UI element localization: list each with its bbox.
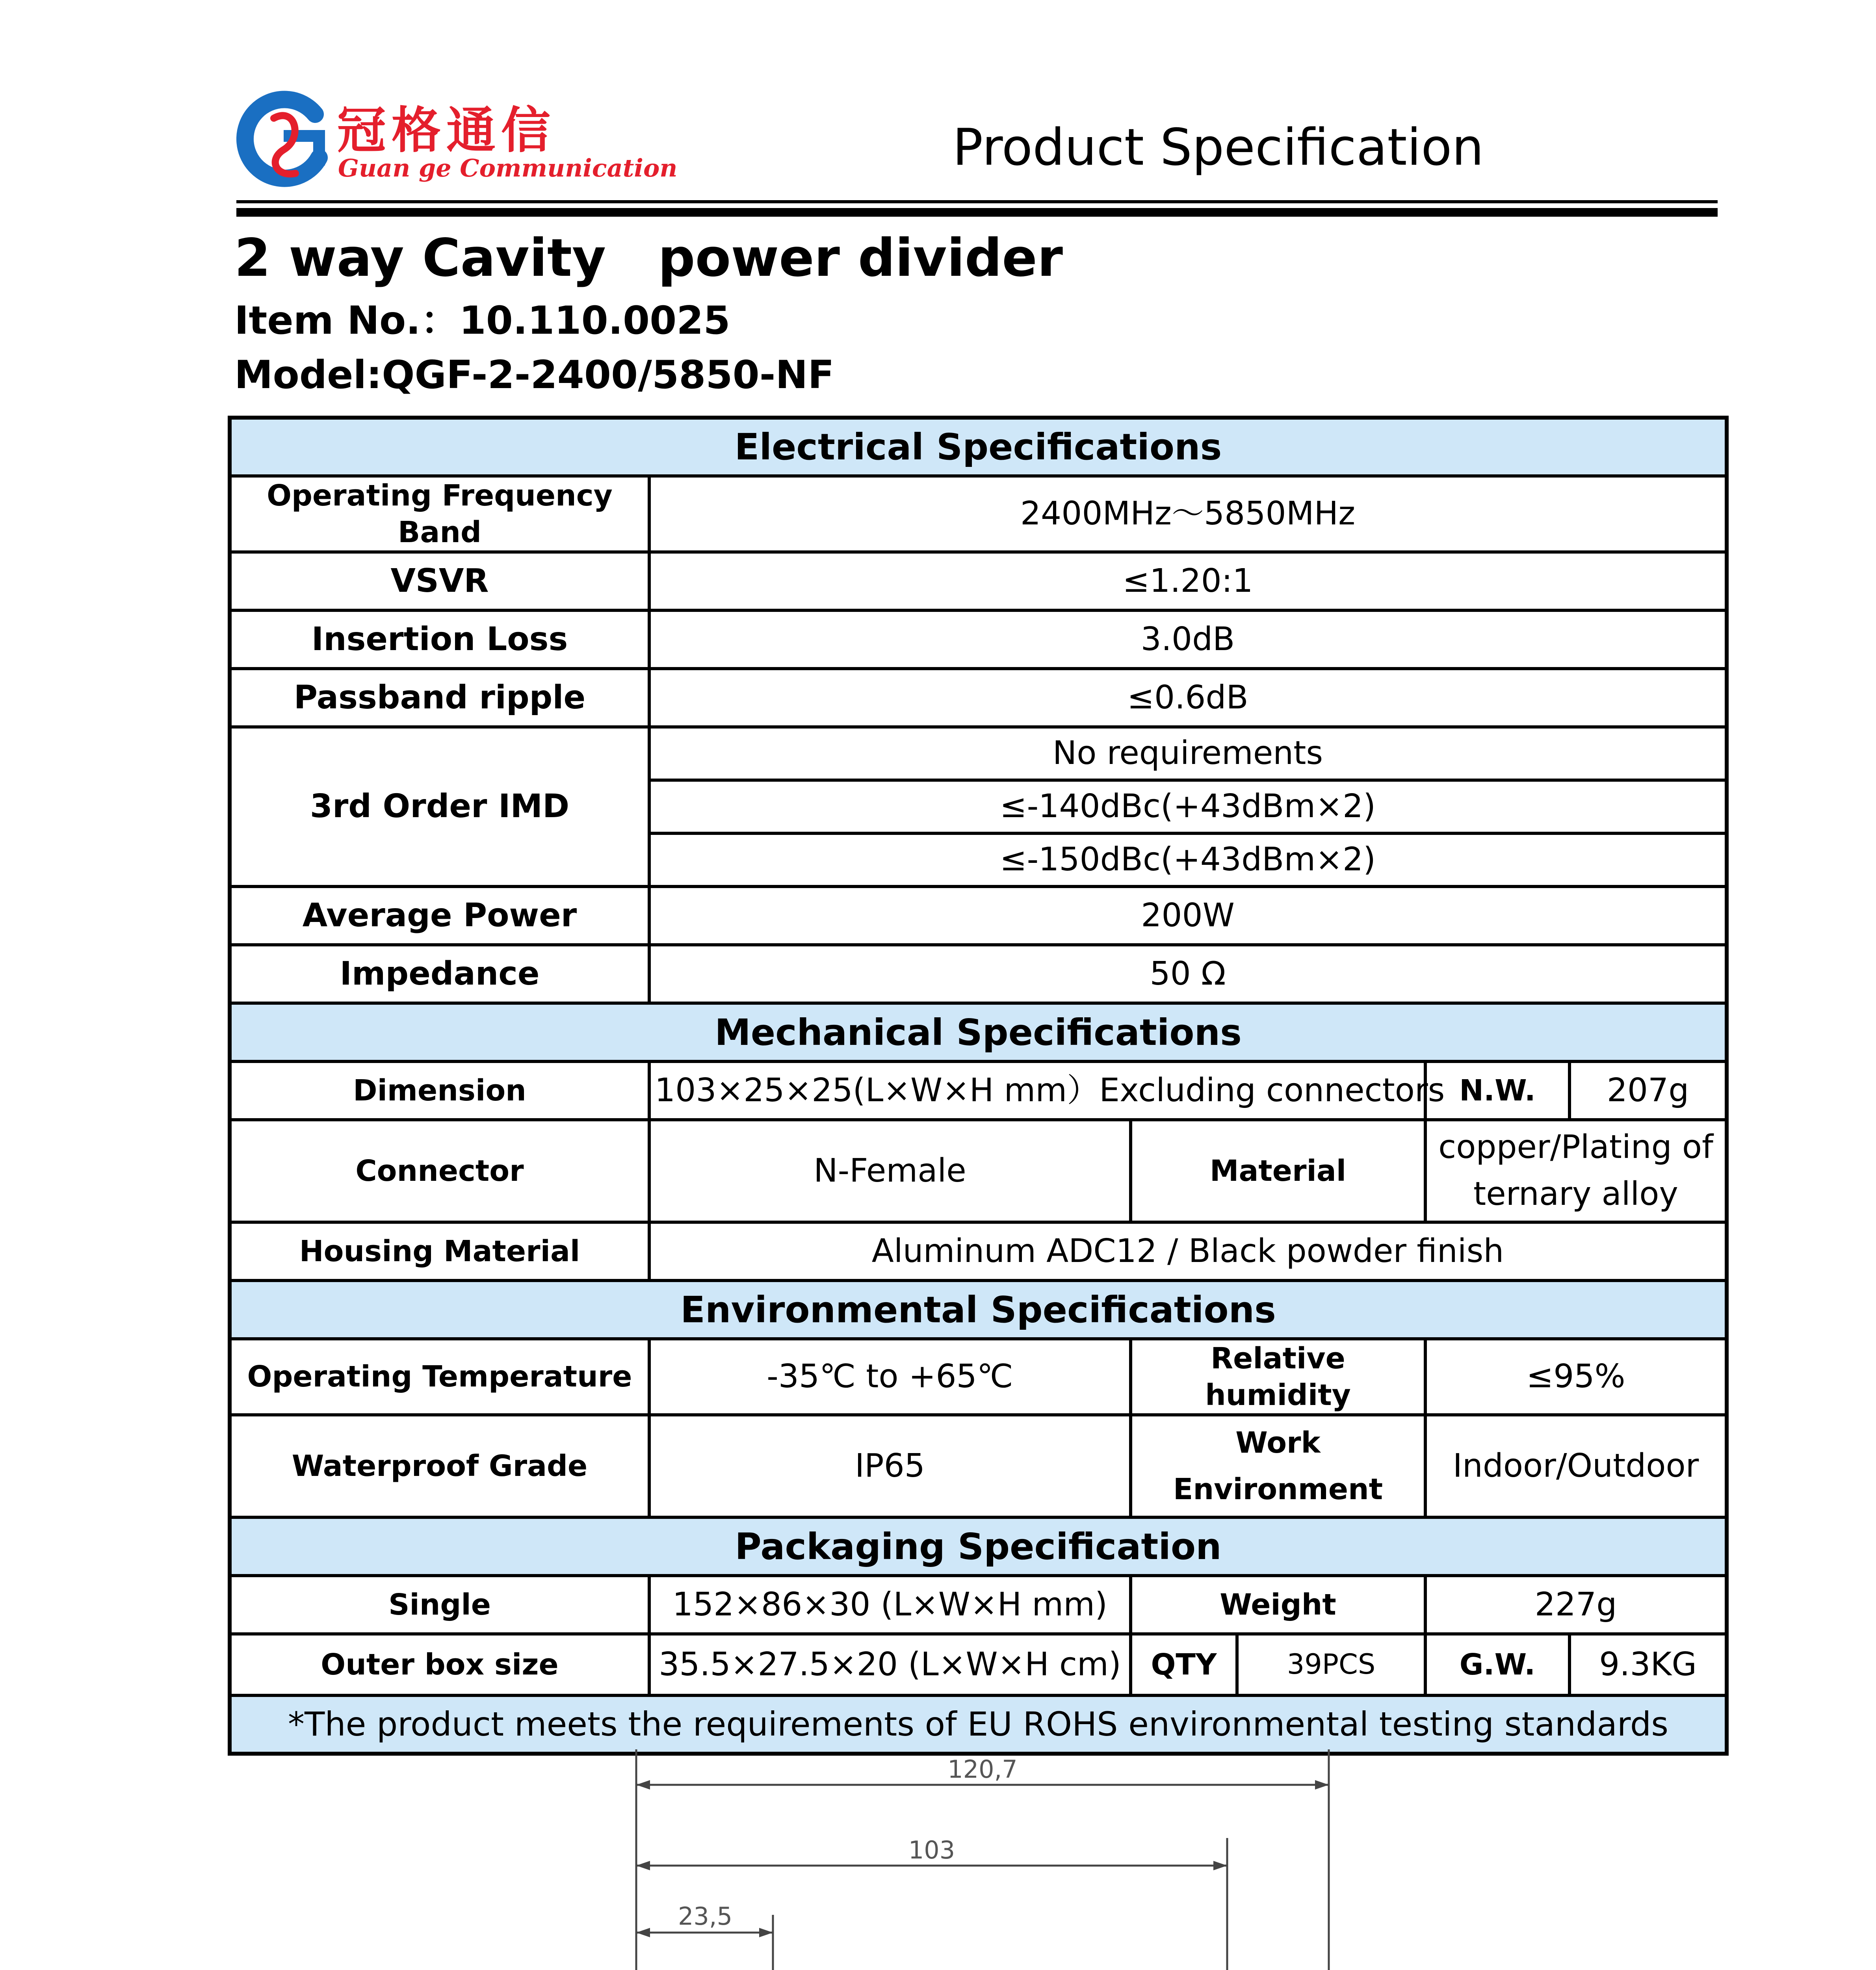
temperature-label: Operating Temperature bbox=[230, 1339, 649, 1415]
qty-value: 39PCS bbox=[1287, 1648, 1376, 1681]
single-value: 152×86×30 (L×W×H mm) bbox=[649, 1576, 1131, 1634]
spec-label: Passband ripple bbox=[230, 669, 649, 727]
environmental-heading: Environmental Specifications bbox=[230, 1280, 1727, 1339]
net-weight-value: 207g bbox=[1570, 1061, 1727, 1120]
spec-label: Operating Frequency Band bbox=[230, 476, 649, 552]
weight-value: 227g bbox=[1425, 1576, 1727, 1634]
work-environment-value: Indoor/Outdoor bbox=[1425, 1415, 1727, 1517]
dimension-label: Dimension bbox=[230, 1061, 649, 1120]
electrical-heading: Electrical Specifications bbox=[230, 418, 1727, 476]
connector-label: Connector bbox=[230, 1120, 649, 1222]
gross-weight-value: 9.3KG bbox=[1570, 1634, 1727, 1695]
spec-label: Average Power bbox=[230, 886, 649, 945]
imd-label: 3rd Order IMD bbox=[230, 727, 649, 886]
mechanical-heading: Mechanical Specifications bbox=[230, 1003, 1727, 1061]
housing-label: Housing Material bbox=[230, 1222, 649, 1280]
waterproof-label: Waterproof Grade bbox=[230, 1415, 649, 1517]
connector-value: N-Female bbox=[649, 1120, 1131, 1222]
spec-label: VSVR bbox=[230, 552, 649, 610]
spec-value: 50 Ω bbox=[649, 945, 1727, 1003]
imd-value: ≤-140dBc(+43dBm×2) bbox=[649, 780, 1727, 833]
spec-value: 3.0dB bbox=[649, 610, 1727, 669]
imd-value: ≤-150dBc(+43dBm×2) bbox=[649, 833, 1727, 886]
spec-value: 2400MHz～5850MHz bbox=[649, 476, 1727, 552]
imd-value: No requirements bbox=[649, 727, 1727, 780]
net-weight-label: N.W. bbox=[1425, 1061, 1570, 1120]
single-label: Single bbox=[230, 1576, 649, 1634]
top-view-drawing bbox=[636, 1749, 1438, 1970]
humidity-label: Relative humidity bbox=[1131, 1339, 1425, 1415]
temperature-value: -35℃ to +65℃ bbox=[649, 1339, 1131, 1415]
product-title: 2 way Cavity power divider bbox=[234, 228, 1063, 288]
outer-box-label: Outer box size bbox=[230, 1634, 649, 1695]
dim-port-offset: 23,5 bbox=[678, 1902, 733, 1931]
item-number: Item No.：10.110.0025 bbox=[234, 298, 730, 343]
logo-english-name: Guan ge Communication bbox=[338, 154, 678, 182]
packaging-heading: Packaging Specification bbox=[230, 1517, 1727, 1576]
spec-label: Impedance bbox=[230, 945, 649, 1003]
rohs-note: *The product meets the requirements of EU ROHS environmental testing standards bbox=[230, 1695, 1727, 1754]
spec-value: ≤1.20:1 bbox=[649, 552, 1727, 610]
dim-body-length: 103 bbox=[908, 1836, 955, 1864]
work-environment-label: Work Environment bbox=[1131, 1415, 1425, 1517]
material-value: copper/Plating of ternary alloy bbox=[1425, 1120, 1727, 1222]
weight-label: Weight bbox=[1131, 1576, 1425, 1634]
logo-chinese-name: 冠格通信 bbox=[337, 102, 556, 159]
spec-value: 200W bbox=[649, 886, 1727, 945]
spec-value: ≤0.6dB bbox=[649, 669, 1727, 727]
outer-box-value: 35.5×27.5×20 (L×W×H cm) bbox=[649, 1634, 1131, 1695]
document-type: Product Specification bbox=[953, 118, 1484, 177]
waterproof-value: IP65 bbox=[649, 1415, 1131, 1517]
model-number: Model:QGF-2-2400/5850-NF bbox=[234, 353, 834, 398]
qty-label: QTY bbox=[1132, 1635, 1239, 1694]
dimension-value: 103×25×25(L×W×H mm）Excluding connectors bbox=[649, 1061, 1425, 1120]
gross-weight-label: G.W. bbox=[1425, 1634, 1570, 1695]
material-label: Material bbox=[1131, 1120, 1425, 1222]
housing-value: Aluminum ADC12 / Black powder finish bbox=[649, 1222, 1727, 1280]
spec-label: Insertion Loss bbox=[230, 610, 649, 669]
dim-overall-length: 120,7 bbox=[947, 1755, 1018, 1784]
humidity-value: ≤95% bbox=[1425, 1339, 1727, 1415]
